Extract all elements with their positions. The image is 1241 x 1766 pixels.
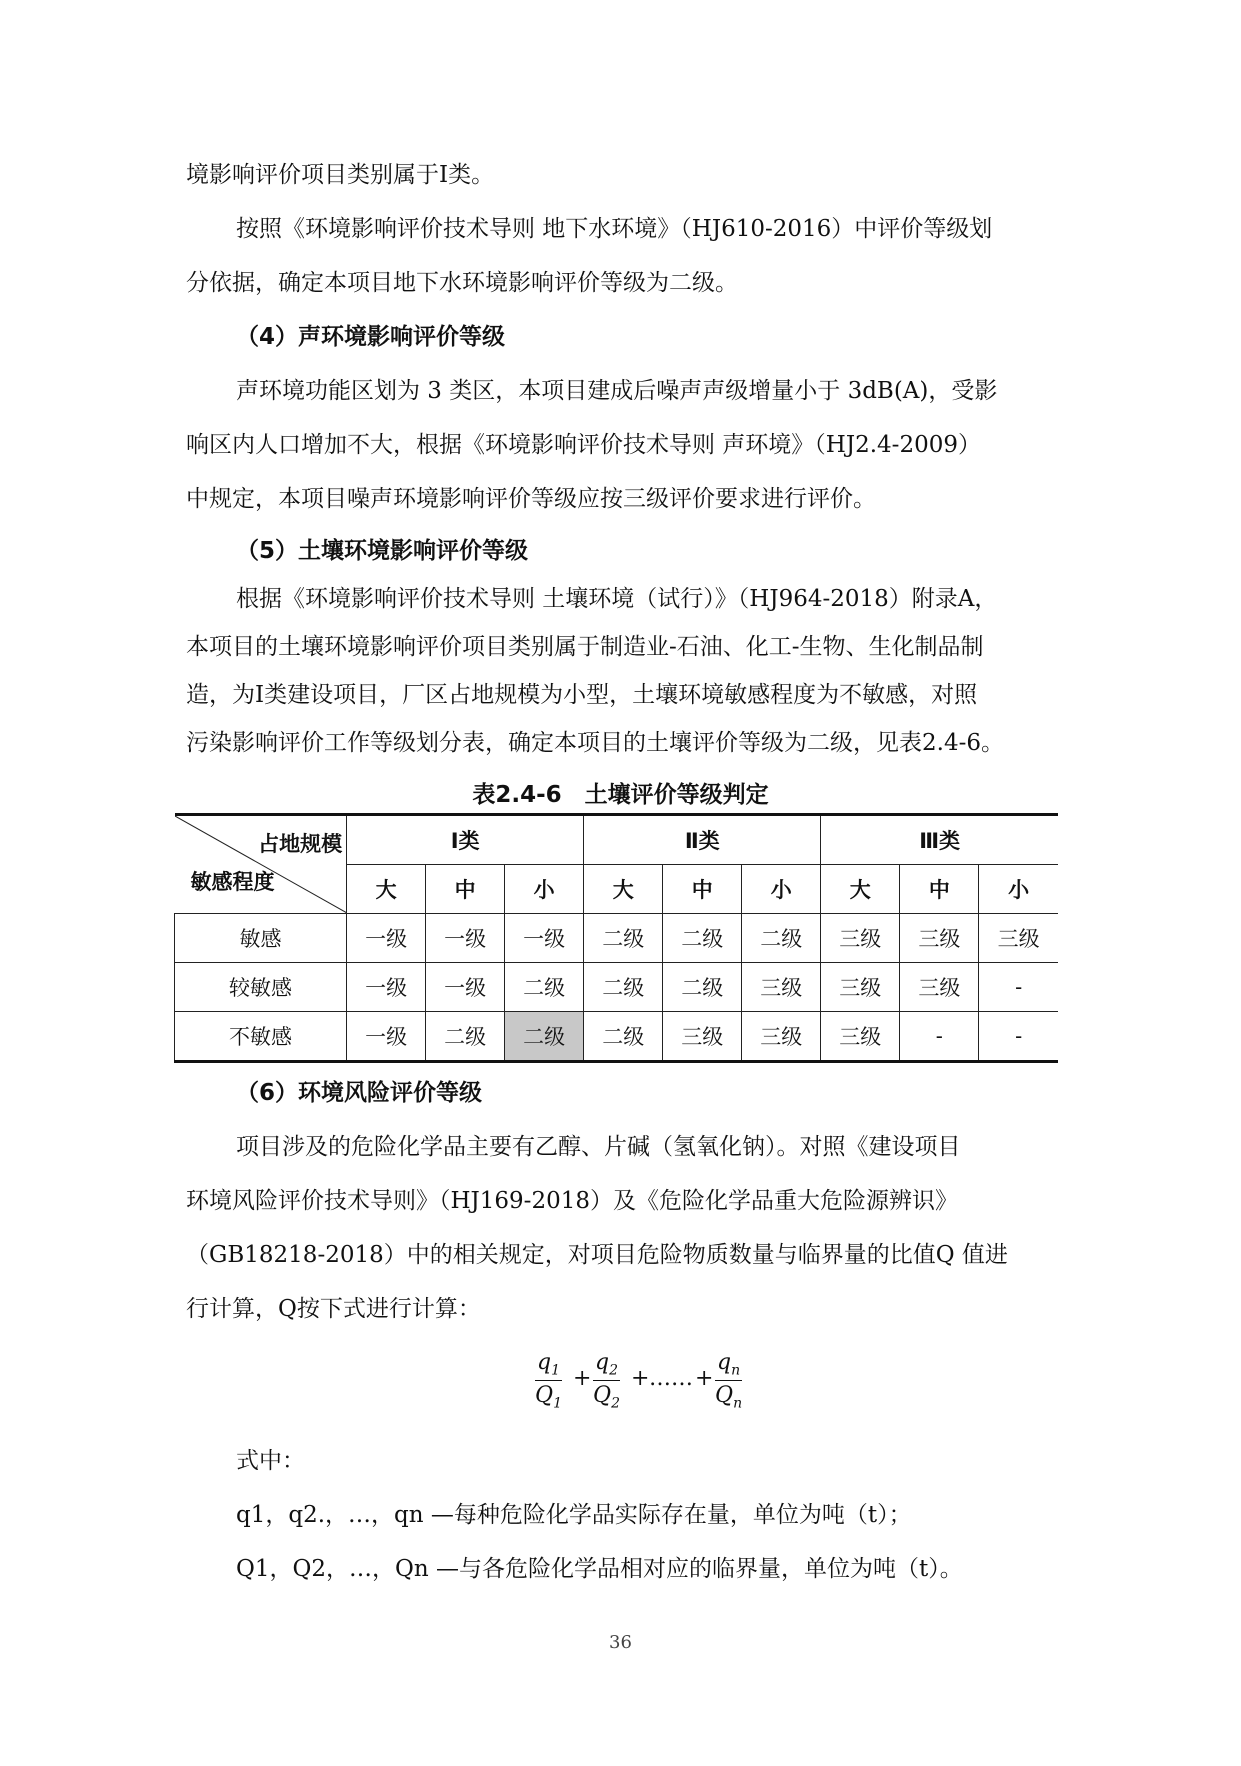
fraction-2: $\frac{q_2}{Q_2}$ [593,1350,620,1412]
paragraph-line: 分依据，确定本项目地下水环境影响评价等级为二级。 [186,270,738,296]
highlighted-cell: 二级 [505,1012,584,1062]
table-cell: 三级 [979,914,1058,963]
plus-sign: + [695,1366,714,1391]
table-cell: 二级 [426,1012,505,1062]
table-cell: 二级 [742,914,821,963]
table-cell: 三级 [821,1012,900,1062]
table-row [175,1012,1059,1062]
table-cell: 二级 [584,914,663,963]
paragraph-line: 造，为Ⅰ类建设项目，厂区占地规模为小型，土壤环境敏感程度为不敏感，对照 [186,682,978,708]
table-cell: 一级 [505,914,584,963]
size-header: 中 [426,865,505,914]
table-cell: 三级 [900,914,979,963]
size-header: 小 [979,865,1058,914]
row-label: 敏感 [175,914,347,963]
table-cell: - [900,1012,979,1062]
variable-definition: Q1，Q2，…，Qn —与各危险化学品相对应的临界量，单位为吨（t）。 [236,1556,963,1582]
table-cell: 三级 [742,1012,821,1062]
size-header: 小 [505,865,584,914]
paragraph-line: （GB18218-2018）中的相关规定，对项目危险物质数量与临界量的比值Q 值进 [186,1242,1008,1268]
section-heading-6: （6）环境风险评价等级 [236,1080,483,1106]
paragraph-line: 境影响评价项目类别属于Ⅰ类。 [186,162,495,188]
paragraph-line: 污染影响评价工作等级划分表，确定本项目的土壤评价等级为二级，见表2.4-6。 [186,730,1004,756]
group-header: Ⅰ类 [347,815,584,865]
group-header: Ⅲ类 [821,815,1058,865]
plus-sign: + [631,1366,650,1391]
ellipsis: …… [649,1366,693,1391]
fraction-1: $\frac{q_1}{Q_1}$ [535,1350,562,1412]
paragraph-line: 式中： [236,1448,305,1474]
soil-grade-table [174,813,1058,1063]
paragraph-line: 根据《环境影响评价技术导则 土壤环境（试行）》（HJ964-2018）附录A， [236,586,998,612]
section-heading-5: （5）土壤环境影响评价等级 [236,538,529,564]
table-caption: 表2.4-6 土壤评价等级判定 [472,782,769,808]
table-cell: 二级 [505,963,584,1012]
table-row [175,963,1059,1012]
table-cell: 三级 [742,963,821,1012]
paragraph-line: 本项目的土壤环境影响评价项目类别属于制造业-石油、化工-生物、生化制品制 [186,634,984,660]
table-cell: 二级 [663,914,742,963]
size-header: 中 [663,865,742,914]
size-header: 大 [347,865,426,914]
plus-sign: + [573,1366,592,1391]
paragraph-line: 响区内人口增加不大，根据《环境影响评价技术导则 声环境》（HJ2.4-2009） [186,432,981,458]
table-cell: 二级 [584,1012,663,1062]
table-cell: 一级 [347,914,426,963]
q-value-formula [535,1350,775,1420]
size-header: 大 [821,865,900,914]
table-cell: 三级 [821,914,900,963]
group-header: Ⅱ类 [584,815,821,865]
table-cell: 一级 [426,963,505,1012]
row-label: 不敏感 [175,1012,347,1062]
section-heading-4: （4）声环境影响评价等级 [236,324,506,350]
table-cell: - [979,1012,1058,1062]
paragraph-line: 按照《环境影响评价技术导则 地下水环境》（HJ610-2016）中评价等级划 [236,216,993,242]
table-cell: 三级 [900,963,979,1012]
paragraph-line: 中规定，本项目噪声环境影响评价等级应按三级评价要求进行评价。 [186,486,876,512]
table-corner-header [175,815,347,914]
table-cell: - [979,963,1058,1012]
paragraph-line: 项目涉及的危险化学品主要有乙醇、片碱（氢氧化钠）。对照《建设项目 [236,1134,961,1160]
table-cell: 一级 [426,914,505,963]
fraction-n: $\frac{q_n}{Q_n}$ [715,1350,743,1412]
size-header: 中 [900,865,979,914]
table-cell: 二级 [584,963,663,1012]
table-cell: 二级 [663,963,742,1012]
corner-bottom-label: 敏感程度 [190,870,275,894]
page-number: 36 [609,1632,632,1653]
size-header: 小 [742,865,821,914]
variable-definition: q1，q2.，…，qn —每种危险化学品实际存在量，单位为吨（t）； [236,1502,912,1528]
paragraph-line: 行计算，Q按下式进行计算： [186,1296,481,1322]
table-cell: 一级 [347,963,426,1012]
table-row [175,914,1059,963]
table-cell: 一级 [347,1012,426,1062]
paragraph-line: 声环境功能区划为 3 类区，本项目建成后噪声声级增量小于 3dB(A)，受影 [236,378,998,404]
table-cell: 三级 [663,1012,742,1062]
row-label: 较敏感 [175,963,347,1012]
size-header: 大 [584,865,663,914]
paragraph-line: 环境风险评价技术导则》（HJ169-2018）及《危险化学品重大危险源辨识》 [186,1188,958,1214]
table-cell: 三级 [821,963,900,1012]
corner-top-label: 占地规模 [258,832,343,856]
